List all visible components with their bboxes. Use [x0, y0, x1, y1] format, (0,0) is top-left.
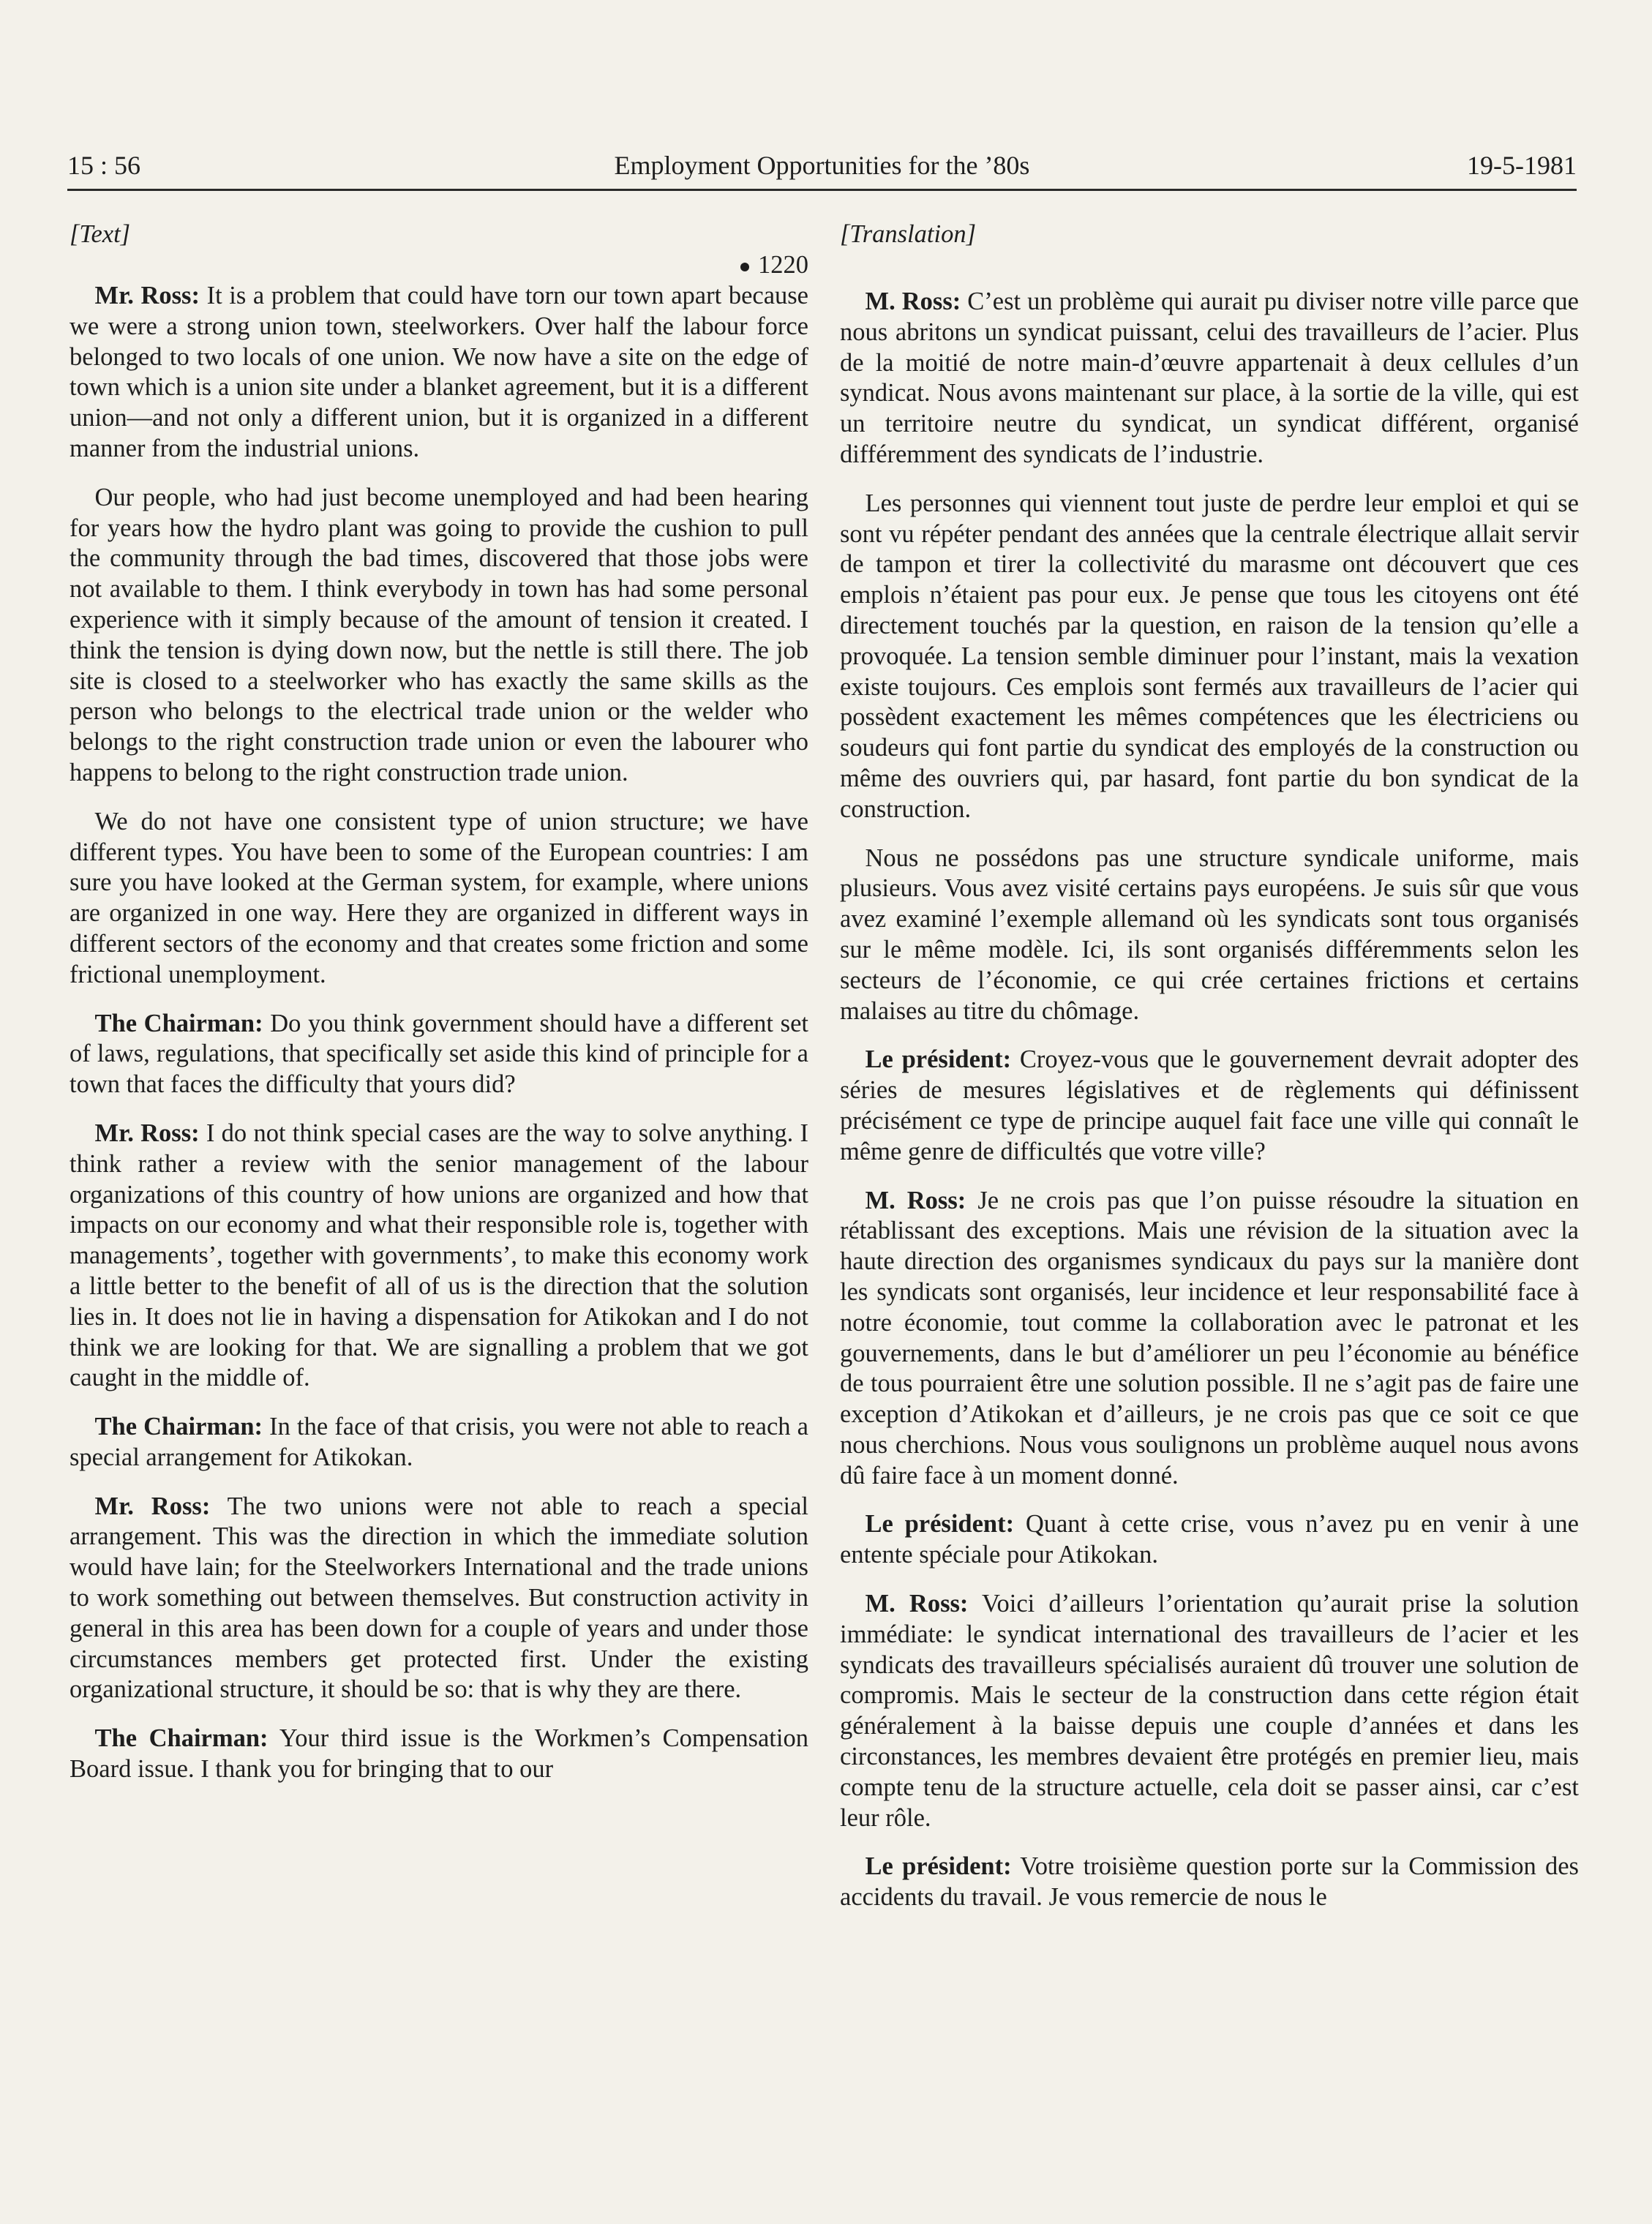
speaker-name: Mr. Ross:: [94, 1119, 200, 1147]
running-title: Employment Opportunities for the ’80s: [614, 151, 1030, 180]
paragraph-text: I do not think special cases are the way to solve anything. I think rather a review with the senior management of the labour organizations of this country of how unions are organized and how that impacts on our economy and what their responsible role is, together with managements’, together with governments’, to make this economy work a little better to the benefit of all of us is the direction that the solution lies in. It does not lie in having a dispensation for Atikokan and I do not think we are looking for that. We are signalling a problem that we got caught in the middle of.: [70, 1119, 809, 1392]
paragraph: [840, 1186, 1579, 1492]
speaker-name: The Chairman:: [94, 1009, 263, 1037]
paragraph: [840, 1852, 1579, 1913]
paragraph-text: It is a problem that could have torn our town apart because we were a strong union town, steelworkers. Over half the labour force belonged to two locals of one union. We now have a site on the edge of town which is a union site under a blanket agreement, but it is a different union—and not only a different union, but it is organized in a different manner from the industrial unions.: [70, 282, 808, 462]
paragraph: [70, 281, 808, 465]
paragraph-text: C’est un problème qui aurait pu diviser notre ville parce que nous abritons un syndicat puissant, celui des travailleurs de l’acier. Plus de la moitié de notre main-d’œuvre appartenait à deux cellules d’un syndicat. Nous avons maintenant sur place, à la sortie de la ville, qui est un territoire neutre du syndicat, un syndicat différent, organisé différemment des syndicats de l’industrie.: [840, 288, 1579, 468]
speaker-name: Mr. Ross:: [94, 282, 200, 309]
paragraph: [840, 844, 1579, 1027]
speaker-name: M. Ross:: [865, 1590, 969, 1618]
page-header: [67, 146, 1577, 191]
speaker-name: M. Ross:: [865, 1186, 966, 1214]
paragraph: [840, 1045, 1579, 1167]
paragraph-text: Votre troisième question porte sur la Commission des accidents du travail. Je vous remercie de nous le: [840, 1852, 1579, 1912]
paragraph-text: Our people, who had just become unemployed and had been hearing for years how the hydro plant was going to provide the cushion to pull the community through the bad times, discovered that those jobs were not available to them. I think everybody in town has had some personal experience with it simply because of the amount of tension it created. I think the tension is dying down now, but the nettle is still there. The job site is closed to a steelworker who has exactly the same skills as the person who belongs to the electrical trade union or the welder who belongs to the right construction trade union or even the labourer who happens to belong to the right construction trade union.: [70, 483, 808, 786]
paragraph-text: The two unions were not able to reach a special arrangement. This was the direction in which the immediate solution would have lain; for the Steelworkers International and the trade unions to work something out between themselves. But construction activity in general in this area has been down for a couple of years and under those circumstances members get protected first. Under the existing organizational structure, it should be so: that is why they are there.: [70, 1492, 808, 1704]
paragraph-text: Je ne crois pas que l’on puisse résoudre la situation en rétablissant des exceptions. Mais une révision de la situation avec la haute direction des organismes syndicaux du pays sur la manière dont les syndicats sont organisés, leur incidence et leur responsabilité face à notre économie, tout comme la collaboration avec le patronat et les gouvernements, dans le but d’améliorer un peu l’économie au bénéfice de tous pourraient être une solution possible. Il ne s’agit pas de faire une exception d’Atikokan et d’ailleurs, je ne crois pas que ce soit ce que nous cherchions. Nous vous soulignons un problème auquel nous avons dû faire face à un moment donné.: [840, 1186, 1579, 1489]
paragraph: [70, 1492, 808, 1706]
column-label-translation: [Translation]: [840, 220, 976, 248]
speaker-name: M. Ross:: [865, 288, 961, 315]
paragraph: [70, 1412, 808, 1473]
paragraph-text: Les personnes qui viennent tout juste de perdre leur emploi et qui se sont vu répéter pendant des années que la centrale électrique allait servir de tampon et tirer la collectivité du marasme ont découvert que ces emplois n’étaient pas pour eux. Je pense que tous les citoyens ont été directement touchés par la question, en raison de la tension qu’elle a provoquée. La tension semble diminuer pour l’instant, mais la vexation existe toujours. Ces emplois sont fermés aux travailleurs de l’acier qui possèdent exactement les mêmes compétences que les électriciens ou soudeurs qui font partie du syndicat des employés de la construction ou même des ouvriers qui, par hasard, font partie du bon syndicat de la construction.: [840, 489, 1579, 823]
header-date: 19-5-1981: [1467, 151, 1577, 180]
paragraph: [70, 1009, 808, 1100]
column-label-text: [Text]: [70, 220, 131, 248]
french-column: [840, 219, 1579, 1931]
speaker-name: Le président:: [865, 1510, 1015, 1539]
paragraph: [840, 1509, 1579, 1571]
time-marker-value: 1220: [758, 251, 808, 279]
english-column: [70, 219, 808, 1803]
speaker-name: Le président:: [865, 1045, 1012, 1074]
paragraph-text: Your third issue is the Workmen’s Compensation Board issue. I thank you for bringing that to our: [70, 1724, 808, 1784]
speaker-name: Le président:: [865, 1852, 1012, 1881]
paragraph-text: We do not have one consistent type of union structure; we have different types. You have been to some of the European countries: I am sure you have looked at the German system, for example, where unions are organized in one way. Here they are organized in different ways in different sectors of the economy and that creates some friction and some frictional unemployment.: [70, 807, 808, 988]
page-number: 15 : 56: [67, 151, 141, 180]
paragraph: [840, 1589, 1579, 1833]
paragraph-text: In the face of that crisis, you were not able to reach a special arrangement for Atikokan.: [70, 1413, 808, 1471]
paragraph: [840, 489, 1579, 825]
paragraph-text: Do you think government should have a different set of laws, regulations, that specifically set aside this kind of principle for a town that faces the difficulty that yours did?: [70, 1009, 808, 1099]
paragraph: [840, 287, 1579, 470]
paragraph: [70, 1119, 808, 1394]
speaker-name: The Chairman:: [94, 1724, 269, 1753]
speaker-name: Mr. Ross:: [94, 1492, 211, 1520]
time-marker: [70, 250, 808, 281]
paragraph: [70, 807, 808, 991]
bullet-icon: [740, 263, 749, 271]
paragraph-text: Quant à cette crise, vous n’avez pu en venir à une entente spéciale pour Atikokan.: [840, 1510, 1579, 1569]
paragraph: [70, 1724, 808, 1785]
paragraph-text: Voici d’ailleurs l’orientation qu’aurait prise la solution immédiate: le syndicat international des travailleurs de l’acier et les syndicats des travailleurs spécialisés auraient dû trouver une solution de compromis. Mais le secteur de la construction dans cette région était généralement à la baisse depuis une couple d’années et dans les circonstances, les membres devaient être protégés en premier lieu, mais compte tenu de la structure actuelle, cela doit se passer ainsi, car c’est leur rôle.: [840, 1590, 1579, 1832]
paragraph-text: Croyez-vous que le gouvernement devrait adopter des séries de mesures législatives et de règlements qui définissent précisément ce type de principe auquel fait face une ville qui connaît le même genre de difficultés que votre ville?: [840, 1045, 1579, 1165]
paragraph-text: Nous ne possédons pas une structure syndicale uniforme, mais plusieurs. Vous avez visité certains pays européens. Je suis sûr que vous avez examiné l’exemple allemand où les syndicats sont tous organisés sur le même modèle. Ici, ils sont organisés différemments selon les secteurs de l’économie, ce qui crée certaines frictions et certains malaises au titre du chômage.: [840, 844, 1579, 1025]
paragraph: [70, 483, 808, 789]
speaker-name: The Chairman:: [94, 1413, 263, 1441]
